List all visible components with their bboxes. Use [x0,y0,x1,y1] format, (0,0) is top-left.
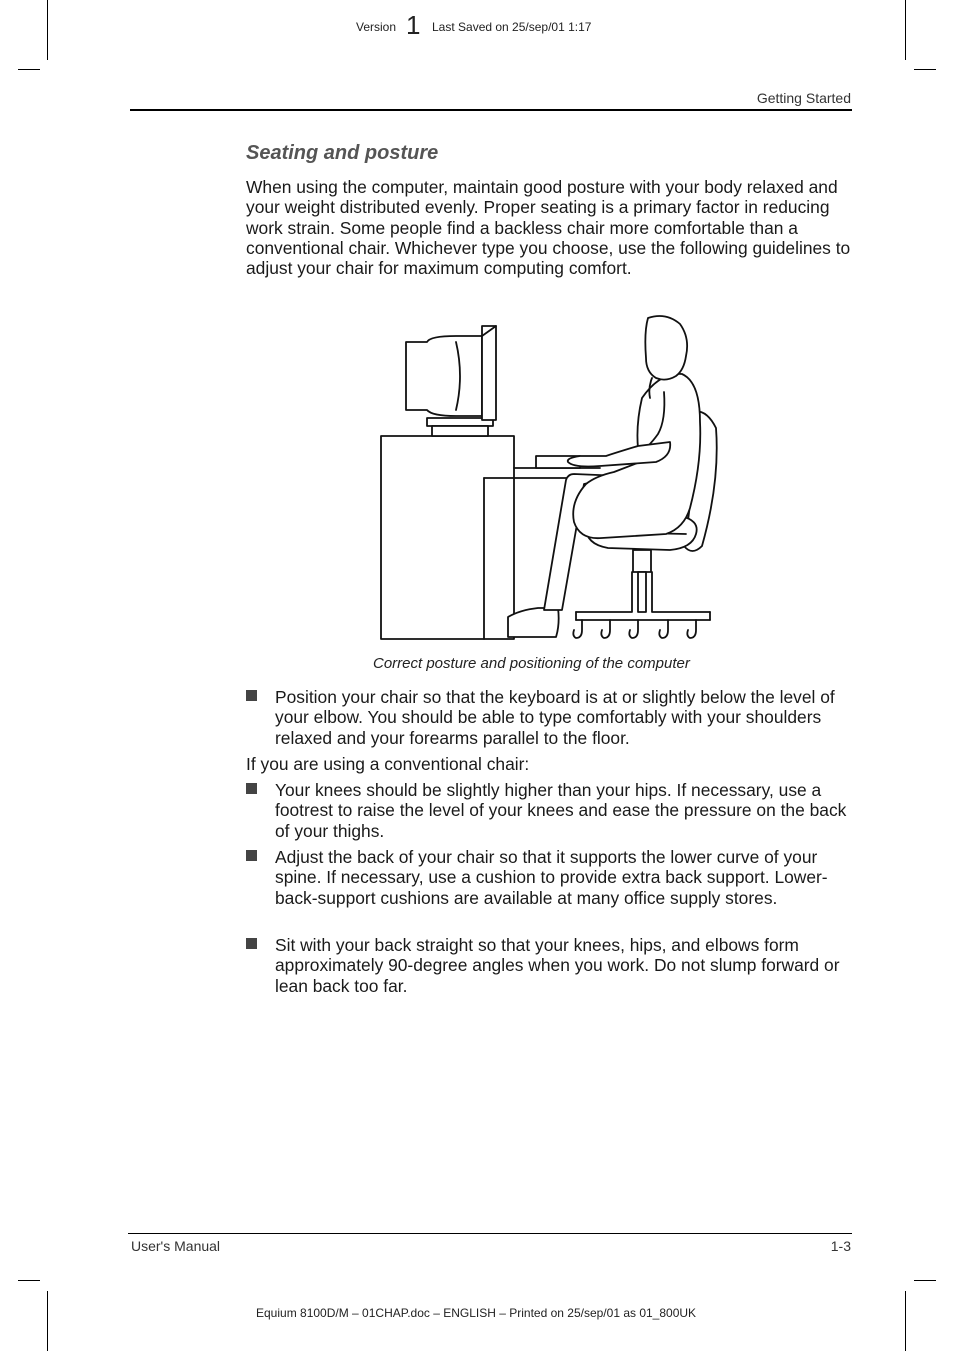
bullet-icon [246,938,257,949]
conventional-chair-intro: If you are using a conventional chair: [246,754,530,774]
crop-mark [47,0,48,60]
seated-person [508,316,700,637]
crop-mark [905,0,906,60]
crop-mark [914,69,936,70]
crop-mark [914,1280,936,1281]
last-saved: Last Saved on 25/sep/01 1:17 [432,20,592,34]
bullet-text: Sit with your back straight so that your knees, hips, and elbows form approximately 90-degree angles when you work. Do not slump forward or lean back too far. [275,935,840,996]
monitor [406,326,496,436]
bullet-text: Position your chair so that the keyboard is at or slightly below the level of your elbow. You should be able to type comfortably with your shoulders relaxed and your forearms parallel to the floor. [275,687,835,748]
bullet-text: Your knees should be slightly higher than your hips. If necessary, use a footrest to raise the level of your knees and ease the pressure on the back of your thighs. [275,780,847,841]
list-item [246,780,856,841]
bullet-text: Adjust the back of your chair so that it supports the lower curve of your spine. If necessary, use a cushion to provide extra back support. Lower-back-support cushions are available at many office supply stores. [275,847,828,908]
list-item [246,687,856,748]
posture-illustration [370,312,730,648]
bullet-icon [246,783,257,794]
list-item [246,847,856,908]
page-number: 1-3 [830,1238,851,1254]
list-item [246,935,856,996]
section-heading: Seating and posture [246,142,439,164]
print-slug: Equium 8100D/M – 01CHAP.doc – ENGLISH – Printed on 25/sep/01 as 01_800UK [256,1306,697,1320]
version-number: 1 [406,10,421,40]
header-rule [130,109,852,111]
crop-mark [18,69,40,70]
figure-caption: Correct posture and positioning of the computer [373,655,690,672]
chair-casters [573,620,696,638]
crop-mark [47,1291,48,1351]
version-label: Version [356,20,397,34]
crop-mark [905,1291,906,1351]
running-header: Getting Started [756,90,851,106]
bullet-icon [246,690,257,701]
footer-rule [128,1233,852,1234]
crop-mark [18,1280,40,1281]
footer-manual-title: User's Manual [131,1238,221,1254]
intro-paragraph: When using the computer, maintain good posture with your body relaxed and your weight distributed evenly. Proper seating is a primary factor in reducing work strain. Some people find a backless chair more comfortable than a conventional chair. Whichever type you choose, use the following guidelines to adjust your chair for maximum computing comfort. [246,177,851,279]
bullet-icon [246,850,257,861]
